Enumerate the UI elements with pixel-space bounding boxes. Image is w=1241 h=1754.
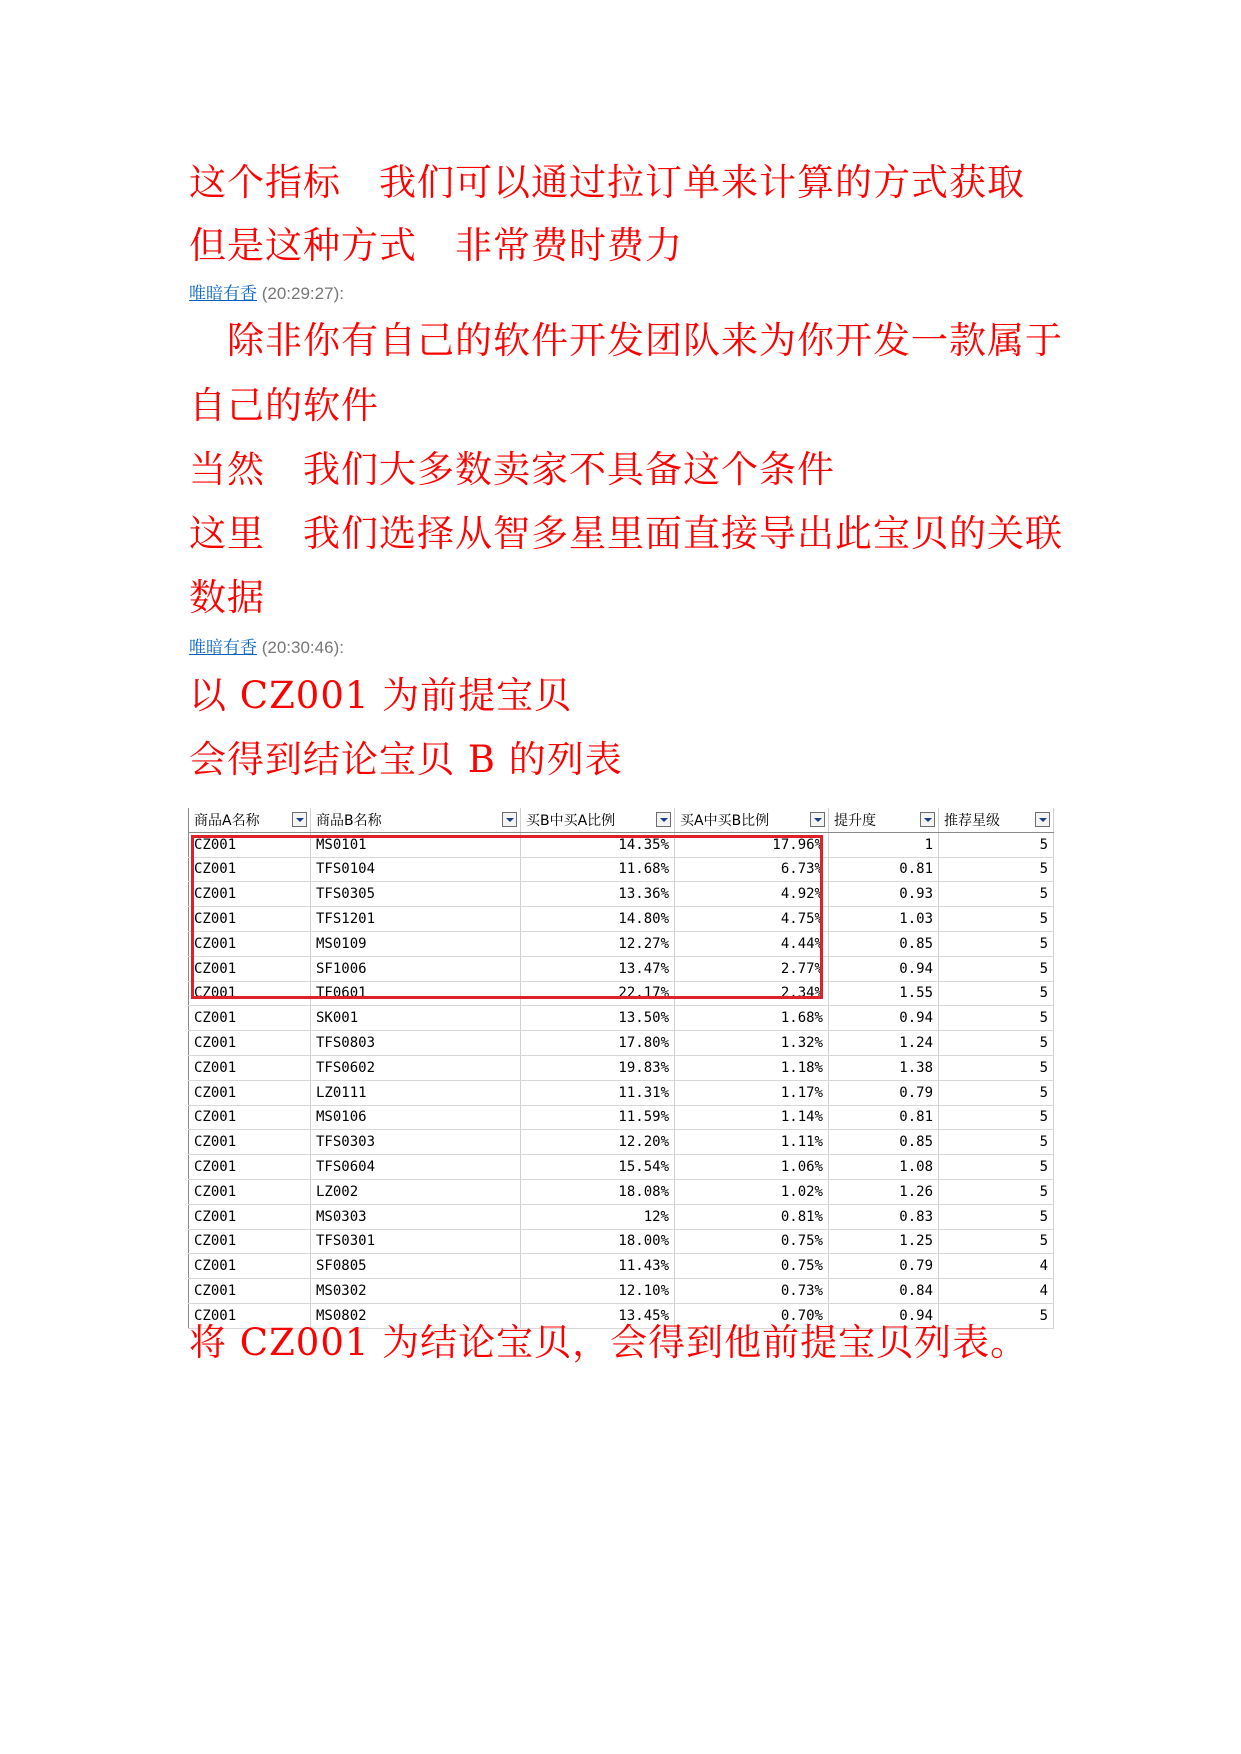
table-cell[interactable]: 5 xyxy=(939,1179,1054,1204)
table-cell[interactable]: SF0805 xyxy=(311,1254,521,1279)
table-row xyxy=(189,1105,1054,1130)
table-cell[interactable]: CZ001 xyxy=(189,1303,311,1328)
table-cell[interactable]: 11.68% xyxy=(521,857,675,882)
table-cell[interactable]: 19.83% xyxy=(521,1055,675,1080)
table-cell[interactable]: 13.45% xyxy=(521,1303,675,1328)
table-row xyxy=(189,1155,1054,1180)
table-cell[interactable]: 17.96% xyxy=(675,832,829,857)
table-cell[interactable]: 5 xyxy=(939,857,1054,882)
table-cell[interactable]: 1.25 xyxy=(829,1229,939,1254)
table-cell[interactable]: 0.85 xyxy=(829,931,939,956)
table-cell[interactable]: 0.79 xyxy=(829,1080,939,1105)
table-cell[interactable]: LZ0111 xyxy=(311,1080,521,1105)
table-cell[interactable]: MS0109 xyxy=(311,931,521,956)
text-line: 除非你有自己的软件开发团队来为你开发一款属于 xyxy=(189,319,1063,362)
text-line: 当然 我们大多数卖家不具备这个条件 xyxy=(189,448,835,491)
table-cell[interactable]: CZ001 xyxy=(189,1204,311,1229)
filter-dropdown-icon[interactable] xyxy=(1035,812,1050,827)
table-cell[interactable]: CZ001 xyxy=(189,1006,311,1031)
text-line: 自己的软件 xyxy=(189,384,379,427)
table-cell[interactable]: 1.11% xyxy=(675,1130,829,1155)
message-header xyxy=(189,637,344,659)
table-cell[interactable]: CZ001 xyxy=(189,1031,311,1056)
column-header xyxy=(829,808,939,832)
table-cell[interactable]: CZ001 xyxy=(189,1229,311,1254)
table-cell[interactable]: CZ001 xyxy=(189,1279,311,1304)
table-cell[interactable]: 5 xyxy=(939,1303,1054,1328)
column-header-label: 提升度 xyxy=(834,812,876,829)
table-cell[interactable]: CZ001 xyxy=(189,1155,311,1180)
column-header xyxy=(189,808,311,832)
table-cell[interactable]: TFS0303 xyxy=(311,1130,521,1155)
text-line: 这里 我们选择从智多星里面直接导出此宝贝的关联 xyxy=(189,512,1063,555)
table-cell[interactable]: 1.24 xyxy=(829,1031,939,1056)
text-line: 这个指标 我们可以通过拉订单来计算的方式获取 xyxy=(189,161,1025,204)
table-cell[interactable]: 1.26 xyxy=(829,1179,939,1204)
message-time: (20:30:46): xyxy=(261,638,344,657)
table-cell[interactable]: 4.92% xyxy=(675,882,829,907)
table-cell[interactable]: TF0601 xyxy=(311,981,521,1006)
table-cell[interactable]: 11.43% xyxy=(521,1254,675,1279)
filter-dropdown-icon[interactable] xyxy=(502,812,517,827)
table-cell[interactable]: 1.03 xyxy=(829,907,939,932)
table-cell[interactable]: 12.10% xyxy=(521,1279,675,1304)
table-cell[interactable]: 0.75% xyxy=(675,1254,829,1279)
column-header-label: 商品A名称 xyxy=(194,812,260,829)
table-cell[interactable]: 0.94 xyxy=(829,1006,939,1031)
table-cell[interactable]: CZ001 xyxy=(189,1080,311,1105)
table-cell[interactable]: MS0101 xyxy=(311,832,521,857)
table-cell[interactable]: CZ001 xyxy=(189,1254,311,1279)
table-cell[interactable]: CZ001 xyxy=(189,931,311,956)
sender-name-link[interactable]: 唯暗有香 xyxy=(189,638,257,657)
table-cell[interactable]: 1.68% xyxy=(675,1006,829,1031)
table-cell[interactable]: 13.50% xyxy=(521,1006,675,1031)
table-cell[interactable]: CZ001 xyxy=(189,857,311,882)
text-line: 以 CZ001 为前提宝贝 xyxy=(189,674,573,717)
table-row xyxy=(189,956,1054,981)
table-cell[interactable]: 5 xyxy=(939,832,1054,857)
filter-dropdown-icon[interactable] xyxy=(920,812,935,827)
table-row xyxy=(189,931,1054,956)
table-row xyxy=(189,1229,1054,1254)
table-cell[interactable]: 5 xyxy=(939,882,1054,907)
table-cell[interactable]: 5 xyxy=(939,1204,1054,1229)
table-row xyxy=(189,981,1054,1006)
table-cell[interactable]: 1.17% xyxy=(675,1080,829,1105)
table-row xyxy=(189,1006,1054,1031)
table-cell[interactable]: 4.44% xyxy=(675,931,829,956)
table-cell[interactable]: 0.79 xyxy=(829,1254,939,1279)
table-cell[interactable]: MS0303 xyxy=(311,1204,521,1229)
table-cell[interactable]: 5 xyxy=(939,1130,1054,1155)
table-cell[interactable]: 2.77% xyxy=(675,956,829,981)
table-cell[interactable]: 0.94 xyxy=(829,956,939,981)
table-cell[interactable]: 4 xyxy=(939,1279,1054,1304)
table-cell[interactable]: 18.08% xyxy=(521,1179,675,1204)
table-cell[interactable]: 0.81 xyxy=(829,1105,939,1130)
table-cell[interactable]: 5 xyxy=(939,1229,1054,1254)
table-row xyxy=(189,1031,1054,1056)
text-line: 但是这种方式 非常费时费力 xyxy=(189,224,683,267)
table-cell[interactable]: 5 xyxy=(939,907,1054,932)
column-header xyxy=(311,808,521,832)
column-header-label: 商品B名称 xyxy=(316,812,382,829)
table-cell[interactable]: CZ001 xyxy=(189,882,311,907)
table-header-row xyxy=(189,808,1054,832)
table-cell[interactable]: 15.54% xyxy=(521,1155,675,1180)
table-cell[interactable]: 1.38 xyxy=(829,1055,939,1080)
table-cell[interactable]: 0.94 xyxy=(829,1303,939,1328)
table-cell[interactable]: CZ001 xyxy=(189,981,311,1006)
table-cell[interactable]: 0.83 xyxy=(829,1204,939,1229)
table-cell[interactable]: 5 xyxy=(939,1105,1054,1130)
table-cell[interactable]: LZ002 xyxy=(311,1179,521,1204)
table-cell[interactable]: 2.34% xyxy=(675,981,829,1006)
table-cell[interactable]: 0.75% xyxy=(675,1229,829,1254)
table-cell[interactable]: CZ001 xyxy=(189,1179,311,1204)
table-cell[interactable]: 5 xyxy=(939,1055,1054,1080)
table-cell[interactable]: TFS0301 xyxy=(311,1229,521,1254)
table-cell[interactable]: 5 xyxy=(939,1080,1054,1105)
column-header xyxy=(675,808,829,832)
table-cell[interactable]: 1.18% xyxy=(675,1055,829,1080)
table-cell[interactable]: 6.73% xyxy=(675,857,829,882)
table-cell[interactable]: 18.00% xyxy=(521,1229,675,1254)
column-header-label: 买B中买A比例 xyxy=(526,812,616,829)
table-cell[interactable]: SK001 xyxy=(311,1006,521,1031)
table-cell[interactable]: 0.70% xyxy=(675,1303,829,1328)
table-cell[interactable]: TFS0803 xyxy=(311,1031,521,1056)
table-cell[interactable]: 11.31% xyxy=(521,1080,675,1105)
table-cell[interactable]: 11.59% xyxy=(521,1105,675,1130)
table-cell[interactable]: 0.81% xyxy=(675,1204,829,1229)
table-cell[interactable]: 1.06% xyxy=(675,1155,829,1180)
table-cell[interactable]: MS0106 xyxy=(311,1105,521,1130)
table-cell[interactable]: 12.27% xyxy=(521,931,675,956)
column-header-label: 推荐星级 xyxy=(944,812,1000,829)
table-cell[interactable]: MS0302 xyxy=(311,1279,521,1304)
column-header xyxy=(521,808,675,832)
table-cell[interactable]: 0.81 xyxy=(829,857,939,882)
sender-name-link[interactable]: 唯暗有香 xyxy=(189,284,257,303)
filter-dropdown-icon[interactable] xyxy=(810,812,825,827)
table-cell[interactable]: 5 xyxy=(939,931,1054,956)
table-row xyxy=(189,832,1054,857)
table-cell[interactable]: 1.02% xyxy=(675,1179,829,1204)
message-header xyxy=(189,283,344,305)
table-cell[interactable]: CZ001 xyxy=(189,1055,311,1080)
table-cell[interactable]: TFS0604 xyxy=(311,1155,521,1180)
table-cell[interactable]: 0.73% xyxy=(675,1279,829,1304)
table-cell[interactable]: 12% xyxy=(521,1204,675,1229)
filter-dropdown-icon[interactable] xyxy=(656,812,671,827)
table-cell[interactable]: CZ001 xyxy=(189,1105,311,1130)
table-cell[interactable]: CZ001 xyxy=(189,956,311,981)
table-cell[interactable]: 1.55 xyxy=(829,981,939,1006)
table-cell[interactable]: 0.85 xyxy=(829,1130,939,1155)
table-cell[interactable]: 13.36% xyxy=(521,882,675,907)
table-row xyxy=(189,1254,1054,1279)
table-cell[interactable]: CZ001 xyxy=(189,907,311,932)
table-cell[interactable]: 1 xyxy=(829,832,939,857)
column-header-label: 买A中买B比例 xyxy=(680,812,770,829)
table-row xyxy=(189,907,1054,932)
table-cell[interactable]: 4 xyxy=(939,1254,1054,1279)
table-cell[interactable]: SF1006 xyxy=(311,956,521,981)
table-cell[interactable]: TFS0305 xyxy=(311,882,521,907)
table-cell[interactable]: 0.93 xyxy=(829,882,939,907)
table-row xyxy=(189,1080,1054,1105)
table-cell[interactable]: 5 xyxy=(939,1006,1054,1031)
table-cell[interactable]: 5 xyxy=(939,981,1054,1006)
table-cell[interactable]: 1.32% xyxy=(675,1031,829,1056)
table-row xyxy=(189,1055,1054,1080)
table-cell[interactable]: TFS0602 xyxy=(311,1055,521,1080)
filter-dropdown-icon[interactable] xyxy=(292,812,307,827)
association-table xyxy=(188,808,1054,1329)
table-row xyxy=(189,1179,1054,1204)
table-cell[interactable]: 14.80% xyxy=(521,907,675,932)
table-cell[interactable]: 12.20% xyxy=(521,1130,675,1155)
table-cell[interactable]: 13.47% xyxy=(521,956,675,981)
table-cell[interactable]: TFS0104 xyxy=(311,857,521,882)
table-cell[interactable]: 5 xyxy=(939,1155,1054,1180)
table-cell[interactable]: CZ001 xyxy=(189,1130,311,1155)
table-cell[interactable]: 1.08 xyxy=(829,1155,939,1180)
table-cell[interactable]: 5 xyxy=(939,956,1054,981)
table-cell[interactable]: 0.84 xyxy=(829,1279,939,1304)
table-cell[interactable]: 17.80% xyxy=(521,1031,675,1056)
table-row xyxy=(189,1130,1054,1155)
text-line: 将 CZ001 为结论宝贝，会得到他前提宝贝列表。 xyxy=(189,1321,1029,1364)
text-line: 数据 xyxy=(189,576,265,619)
table-row xyxy=(189,857,1054,882)
table-cell[interactable]: 14.35% xyxy=(521,832,675,857)
table-cell[interactable]: 1.14% xyxy=(675,1105,829,1130)
column-header xyxy=(939,808,1054,832)
table-cell[interactable]: 22.17% xyxy=(521,981,675,1006)
text-line: 会得到结论宝贝 B 的列表 xyxy=(189,738,623,781)
table-cell[interactable]: TFS1201 xyxy=(311,907,521,932)
table-row xyxy=(189,1204,1054,1229)
table-row xyxy=(189,1279,1054,1304)
message-time: (20:29:27): xyxy=(261,284,344,303)
table-cell[interactable]: 5 xyxy=(939,1031,1054,1056)
table-row xyxy=(189,882,1054,907)
table-cell[interactable]: 4.75% xyxy=(675,907,829,932)
table-cell[interactable]: CZ001 xyxy=(189,832,311,857)
table-cell[interactable]: MS0802 xyxy=(311,1303,521,1328)
